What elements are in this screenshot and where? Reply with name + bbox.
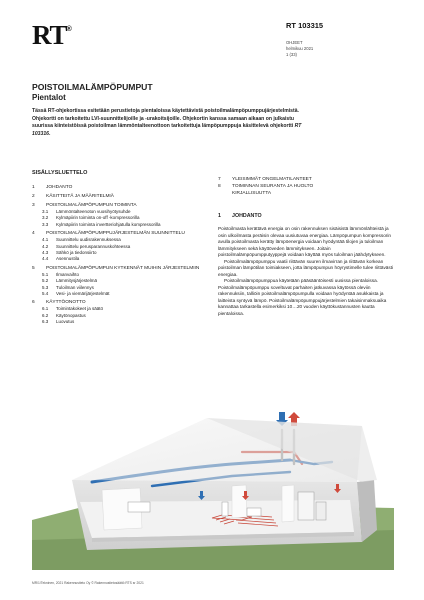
toc-item-label: YLEISIMMÄT ONGELMATILANTEET (232, 177, 312, 182)
rt-logo: RT® (32, 20, 71, 50)
toc-subitem-number: 3.3 (42, 221, 49, 227)
document-meta (286, 40, 313, 58)
toc-subitem-number: 5.4 (42, 291, 49, 297)
toc-item (32, 265, 212, 272)
toc-item-number: 8 (218, 184, 221, 189)
intro-end: . (49, 130, 51, 137)
toc-subitem-label: Vesi- ja viemärijärjestelmät (56, 291, 110, 297)
toc-subitem-label: Kylmäpiirin toiminta on-off -kompressorilla (56, 215, 140, 221)
intro-paragraph (32, 108, 312, 138)
toc-item-label: KÄSITTEITÄ JA MÄÄRITELMIÄ (46, 194, 114, 199)
toc-item (32, 299, 212, 306)
doc-type: OHJEET (286, 40, 303, 45)
toc-subitem-label: Toimintakokeet ja säätö (56, 306, 104, 312)
toc-item-label: POISTOILMALÄMPÖPUMPUN KYTKENNÄT MUIHIN JÄRJESTELMIIN (46, 265, 200, 271)
section-number: 1 (218, 213, 221, 219)
toc-item-label: TOIMINNAN SEURANTA JA HUOLTO (232, 184, 314, 189)
toc-subitem-label: Lämmitysjärjestelmä (56, 278, 98, 284)
toc-subitem-label: Kylmäpiirin toiminta invertteriohjatulla kompressorilla (56, 221, 161, 227)
section-body (218, 226, 396, 317)
doc-pages: 1 (33) (286, 52, 297, 57)
toc-subitem-number: 5.3 (42, 284, 49, 290)
toc-subitem-label: Tuloilman viilennys (56, 284, 94, 290)
toc-subitem-number: 4.1 (42, 237, 49, 243)
toc-subitem-label: Ilmanvaihto (56, 271, 80, 277)
section-title: JOHDANTO (232, 213, 262, 219)
toc-item-number: 6 (32, 300, 35, 306)
toc-item-number: 1 (32, 185, 35, 190)
toc-item (32, 184, 212, 191)
table-of-contents (32, 184, 212, 328)
page-title: POISTOILMALÄMPÖPUMPUT (32, 82, 153, 92)
body-paragraph: Poistoilmalämpöpumppu vaatii riittävän suuren ilmavirran ja riittävän korkean poistoilman lämpötilan toimiakseen, jotta lämpöpumpun höyrystimelle tulee riittävästi energiaa. (218, 258, 394, 277)
toc-item-number: 2 (32, 194, 35, 199)
house-ventilation-illustration (32, 390, 394, 570)
page-footer: MR/1/Tekninen, 2021 Rakennustieto Oy © Rakennustietosäätiö RTS sr 2021 (32, 581, 144, 585)
toc-item-label: KÄYTTÖONOTTO (46, 300, 86, 306)
body-paragraph: Poistoilmalämpöpumppua käytetään pääsääntöisesti uusissa pientaloissa. Poistoilmalämpöpumppu soveltuvat parhaiten jatkuvassa käytössä oleviin rakennuksiin, talliöin poistoilmalämpöpumpulla voidaan hyödyntää asukkaista ja laitteista syntyvä lämpö. Poistoilmalämpöpumppujärjestelmien takaisinmaksuaika kannattaa tarkastella esimerkiksi 10…20 vuoden käyttökustannusten kautta pientaloissa. (218, 278, 387, 316)
doc-date: helmikuu 2021 (286, 46, 314, 51)
body-paragraph: Poistoilmasta kerättävä energia on osin rakennuksen sisäisistä lämmönlähteistä ja osin ulkoilmasta peräisin olevaa uusiutuvaa energiaa. Lämpöpumpun kompressorin avulla poistoilmasta kerätty lämpöenergia voidaan hyödyntää tilojen ja tuloilman lämmitykseen sekä käyttöveden lämmitykseen. Joitain poistoilmalämpöpumpputyyppejä voidaan käyttää myös tuloilman jäähdytykseen. (218, 226, 392, 257)
toc-subitem-number: 4.4 (42, 256, 49, 262)
toc-subitem-number: 6.3 (42, 319, 49, 325)
toc-subitem-number: 6.2 (42, 312, 49, 318)
toc-subitem-label: Käytönopastus (56, 312, 86, 318)
section-heading (218, 213, 262, 219)
toc-item (32, 193, 212, 200)
toc-item (218, 176, 398, 183)
toc-subitem-number: 5.1 (42, 271, 49, 277)
toc-heading: SISÄLLYSLUETTELO (32, 170, 88, 176)
toc-item-label: POISTOILMALÄMPÖPUMPUN TOIMINTA (46, 203, 137, 208)
toc-item-number: 3 (32, 203, 35, 208)
toc-subitem-label: Lämmöntalteenoton vuosihyötysuhde (56, 209, 131, 214)
intro-text: Tässä RT-ohjekortissa esitetään perustietoja pientaloissa käytettävistä poistoilmalämpöpumppujärjestelmistä. Ohjekortti on tarkoitettu LVI-suunnittelijoille ja -urakoitsijoille. Ohjekortin kanssa samaan aikaan on julkaistu suurissa kiinteistöissä poistoilman lämmöntalteenottoon tarkoitettuja lämpöpumppuja käsittelevä ohjekortti (32, 108, 299, 130)
toc-item-label: KIRJALLISUUTTA (232, 191, 272, 196)
toc-subitem-number: 3.1 (42, 209, 49, 214)
intro-reference: RT 103316 (32, 123, 302, 137)
toc-item (32, 230, 212, 237)
table-of-contents-continued (218, 176, 398, 197)
toc-item-number: 4 (32, 231, 35, 237)
toc-subitem-label: Asennustila (56, 256, 80, 262)
toc-item-number (218, 190, 232, 197)
toc-subitem-label: Suunnittelu perusparannuskohteessa (56, 243, 131, 249)
toc-subitem-number: 6.1 (42, 306, 49, 312)
toc-subitem-label: Suunnittelu uudisrakennuksessa (56, 237, 121, 243)
toc-item (32, 202, 212, 209)
page-subtitle: Pientalot (32, 93, 66, 102)
toc-item-number: 5 (32, 265, 35, 271)
toc-item-label: POISTOILMALÄMPÖPUMPPUJÄRJESTELMÄN SUUNNITTELU (46, 231, 185, 237)
toc-subitem-label: Luovutus (56, 319, 75, 325)
toc-item-label: JOHDANTO (46, 185, 73, 190)
toc-item (218, 183, 398, 190)
toc-item-number: 7 (218, 177, 221, 182)
toc-subitem-number: 3.2 (42, 215, 49, 221)
toc-item (218, 190, 398, 197)
toc-subitem-label: Sähkö ja tiedonsiirto (56, 250, 97, 256)
toc-subitem-number: 4.3 (42, 250, 49, 256)
toc-subitem-number: 4.2 (42, 243, 49, 249)
toc-subitem-number: 5.2 (42, 278, 49, 284)
document-id: RT 103315 (286, 21, 324, 30)
roof (72, 418, 377, 482)
